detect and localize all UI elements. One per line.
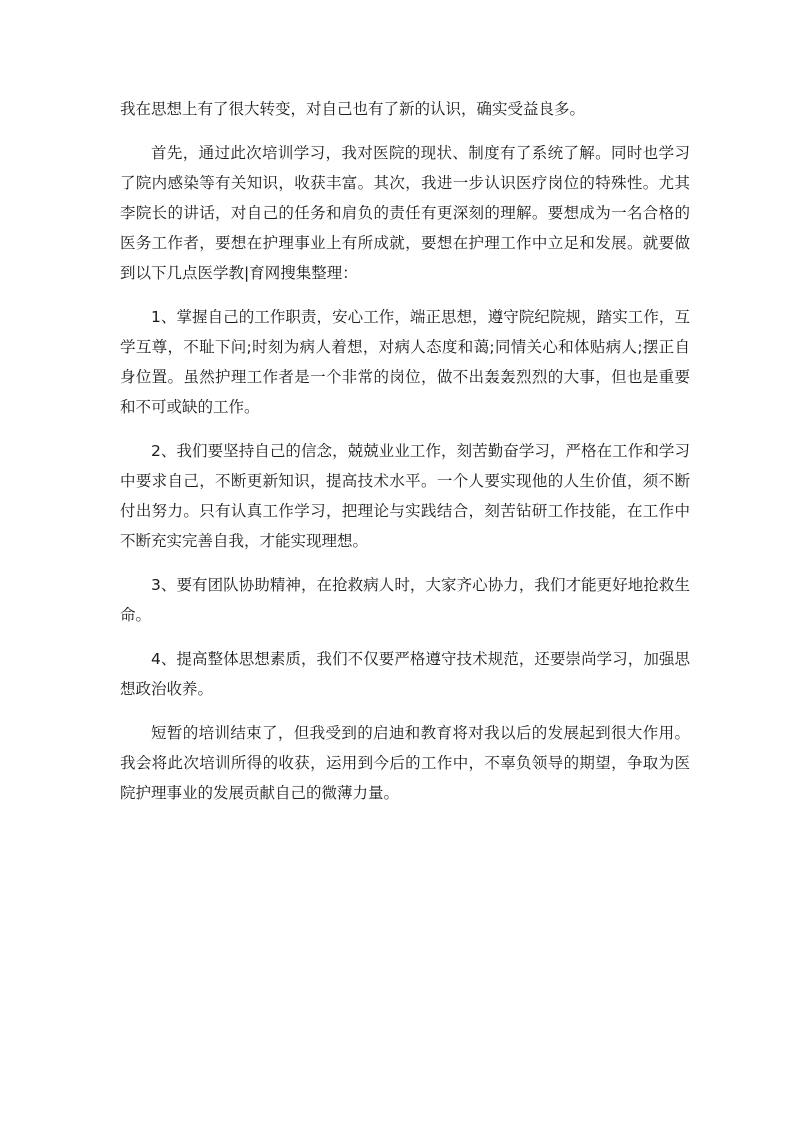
paragraph-item-4: 4、提高整体思想素质，我们不仅要严格遵守技术规范，还要崇尚学习，加强思想政治收养。 xyxy=(120,650,690,698)
paragraph-item-3: 3、要有团队协助精神，在抢救病人时，大家齐心协力，我们才能更好地抢救生命。 xyxy=(120,576,690,624)
paragraph-intro-continuation: 我在思想上有了很大转变，对自己也有了新的认识，确实受益良多。 xyxy=(120,100,586,118)
paragraph-item-2: 2、我们要坚持自己的信念，兢兢业业工作，刻苦勤奋学习，严格在工作和学习中要求自己，不断更新知识，提高技术水平。一个人要实现他的人生价值，须不断付出努力。只有认真工作学习，把理论与实践结合，刻苦钻研工作技能，在工作中不断充实完善自我，才能实现理想。 xyxy=(120,442,690,550)
paragraph-first-point: 首先，通过此次培训学习，我对医院的现状、制度有了系统了解。同时也学习了院内感染等有关知识，收获丰富。其次，我进一步认识医疗岗位的特殊性。尤其李院长的讲话，对自己的任务和肩负的责任有更深刻的理解。要想成为一名合格的医务工作者，要想在护理事业上有所成就，要想在护理工作中立足和发展。就要做到以下几点医学教|育网搜集整理： xyxy=(120,144,690,282)
document-page xyxy=(120,94,690,808)
paragraph-conclusion: 短暂的培训结束了，但我受到的启迪和教育将对我以后的发展起到很大作用。我会将此次培训所得的收获，运用到今后的工作中，不辜负领导的期望，争取为医院护理事业的发展贡献自己的微薄力量。 xyxy=(120,724,690,802)
paragraph-item-1: 1、掌握自己的工作职责，安心工作，端正思想，遵守院纪院规，踏实工作，互学互尊，不耻下问;时刻为病人着想，对病人态度和蔼;同情关心和体贴病人;摆正自身位置。虽然护理工作者是一个非常的岗位，做不出轰轰烈烈的大事，但也是重要和不可或缺的工作。 xyxy=(120,308,690,416)
